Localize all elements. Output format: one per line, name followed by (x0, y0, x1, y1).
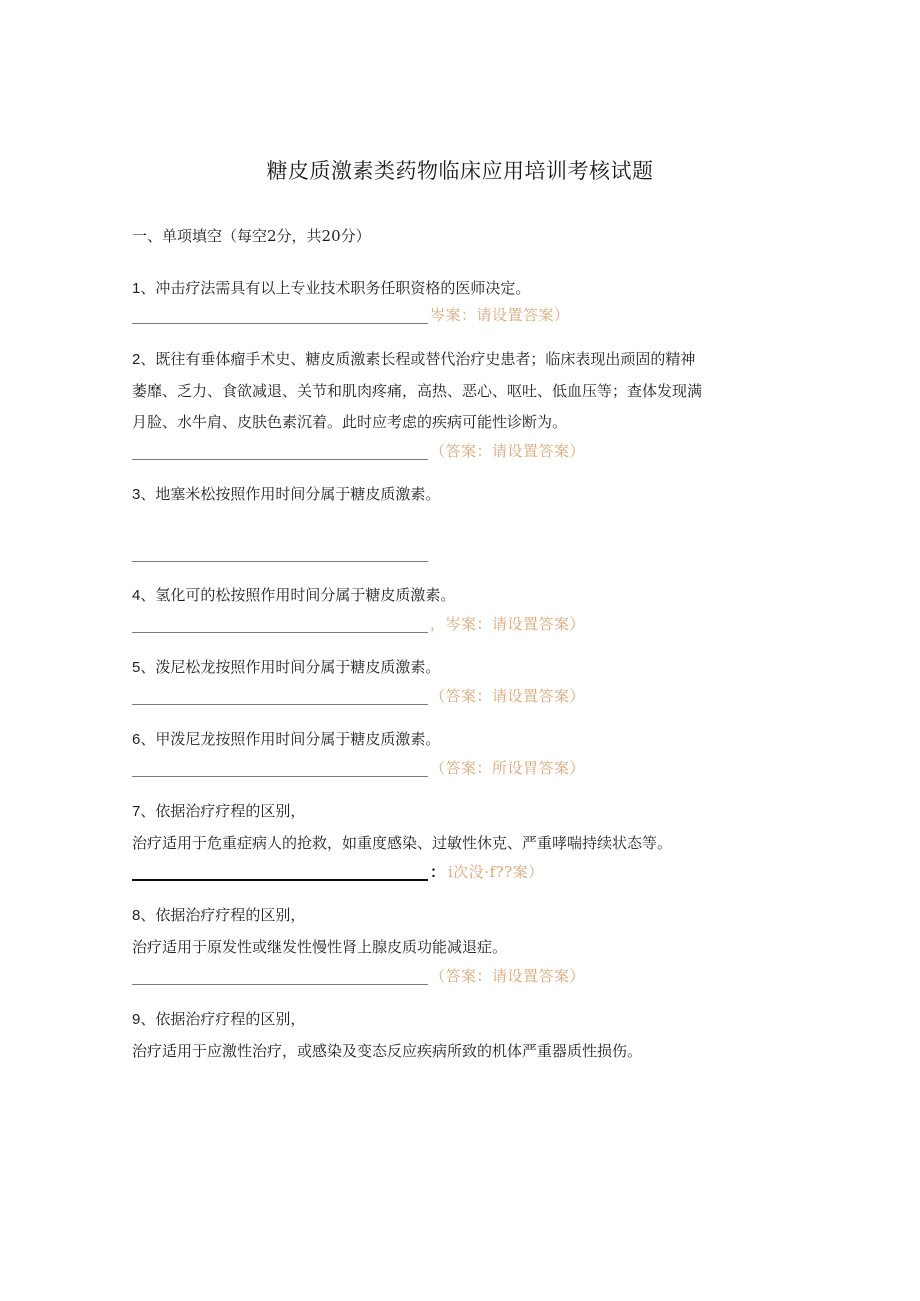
question-line: 、甲泼尼龙按照作用时间分属于糖皮质激素。 (140, 730, 441, 748)
question-line: 、依据治疗疗程的区别， (140, 1010, 306, 1028)
question-8-answer-row (132, 967, 632, 989)
question-line: 、氢化可的松按照作用时间分属于糖皮质激素。 (140, 586, 456, 604)
answer-blank[interactable] (132, 632, 428, 633)
question-8-text (132, 905, 792, 926)
answer-blank[interactable] (132, 323, 428, 324)
answer-colon: ： (430, 863, 446, 881)
answer-blank[interactable] (132, 879, 428, 881)
answer-blank[interactable] (132, 776, 428, 777)
question-number: 4 (132, 587, 141, 604)
question-7-text-line-2 (132, 833, 792, 853)
question-6-answer-row (132, 759, 632, 781)
question-4-answer-row (132, 615, 632, 637)
question-line: 、依据治疗疗程的区别， (140, 906, 306, 924)
question-9-text-line-2 (132, 1041, 792, 1061)
question-number: 9 (132, 1011, 141, 1028)
answer-blank[interactable] (132, 984, 428, 985)
question-line: 、泼尼松龙按照作用时间分属于糖皮质激素。 (140, 658, 441, 676)
question-number: 7 (132, 803, 141, 820)
question-3-answer-row (132, 544, 632, 566)
question-number: 8 (132, 907, 141, 924)
question-5-answer-row (132, 687, 632, 709)
answer-hint: （答案：所设胃答案） (430, 759, 586, 777)
question-2-text (132, 349, 792, 370)
question-3-text (132, 484, 792, 505)
question-2-text-line-2 (132, 381, 792, 401)
question-6-text (132, 729, 792, 750)
question-line: 治疗适用于危重症病人的抢救，如重度感染、过敏性休克、严重哮喘持续状态等。 (132, 834, 673, 852)
answer-hint: 岑案：请设置答案） (430, 306, 570, 324)
question-4-text (132, 585, 792, 606)
answer-blank[interactable] (132, 704, 428, 705)
question-1-text (132, 278, 792, 299)
question-number: 1 (132, 280, 141, 297)
question-8-text-line-2 (132, 937, 792, 957)
question-number: 3 (132, 486, 141, 503)
question-line: 治疗适用于应激性治疗，或感染及变态反应疾病所致的机体严重器质性损伤。 (132, 1042, 643, 1060)
answer-hint: （答案：请设置答案） (430, 967, 586, 985)
question-2-answer-row (132, 442, 632, 464)
question-line: 、依据治疗疗程的区别， (140, 802, 306, 820)
question-line: 月脸、水牛肩、皮肤色素沉着。此时应考虑的疾病可能性诊断为。 (132, 413, 568, 431)
section-heading: 一、单项填空（每空2分，共20分） (132, 227, 371, 245)
question-number: 2 (132, 351, 141, 368)
answer-blank[interactable] (132, 459, 428, 460)
answer-hint: i次没·f??案） (448, 863, 544, 881)
question-2-text-line-3 (132, 412, 792, 432)
answer-hint: （答案：请设置答案） (430, 687, 586, 705)
answer-hint: ，岑案：请设置答案） (430, 615, 586, 633)
question-line: 萎靡、乏力、食欲减退、关节和肌肉疼痛，高热、恶心、呕吐、低血压等；查体发现满 (132, 382, 703, 400)
question-5-text (132, 657, 792, 678)
question-1-answer-row (132, 306, 632, 328)
question-9-text (132, 1009, 792, 1030)
question-line: 、冲击疗法需具有以上专业技术职务任职资格的医师决定。 (140, 279, 531, 297)
question-7-text (132, 801, 792, 822)
answer-blank[interactable] (132, 561, 428, 562)
question-line: 治疗适用于原发性或继发性慢性肾上腺皮质功能减退症。 (132, 938, 508, 956)
question-7-answer-row (132, 863, 632, 885)
question-number: 6 (132, 731, 141, 748)
answer-hint: （答案：请设置答案） (430, 442, 586, 460)
question-line: 、地塞米松按照作用时间分属于糖皮质激素。 (140, 485, 441, 503)
question-number: 5 (132, 659, 141, 676)
page-title: 糖皮质激素类药物临床应用培训考核试题 (266, 159, 654, 183)
question-line: 、既往有垂体瘤手术史、糖皮质激素长程或替代治疗史患者；临床表现出顽固的精神 (140, 350, 696, 368)
